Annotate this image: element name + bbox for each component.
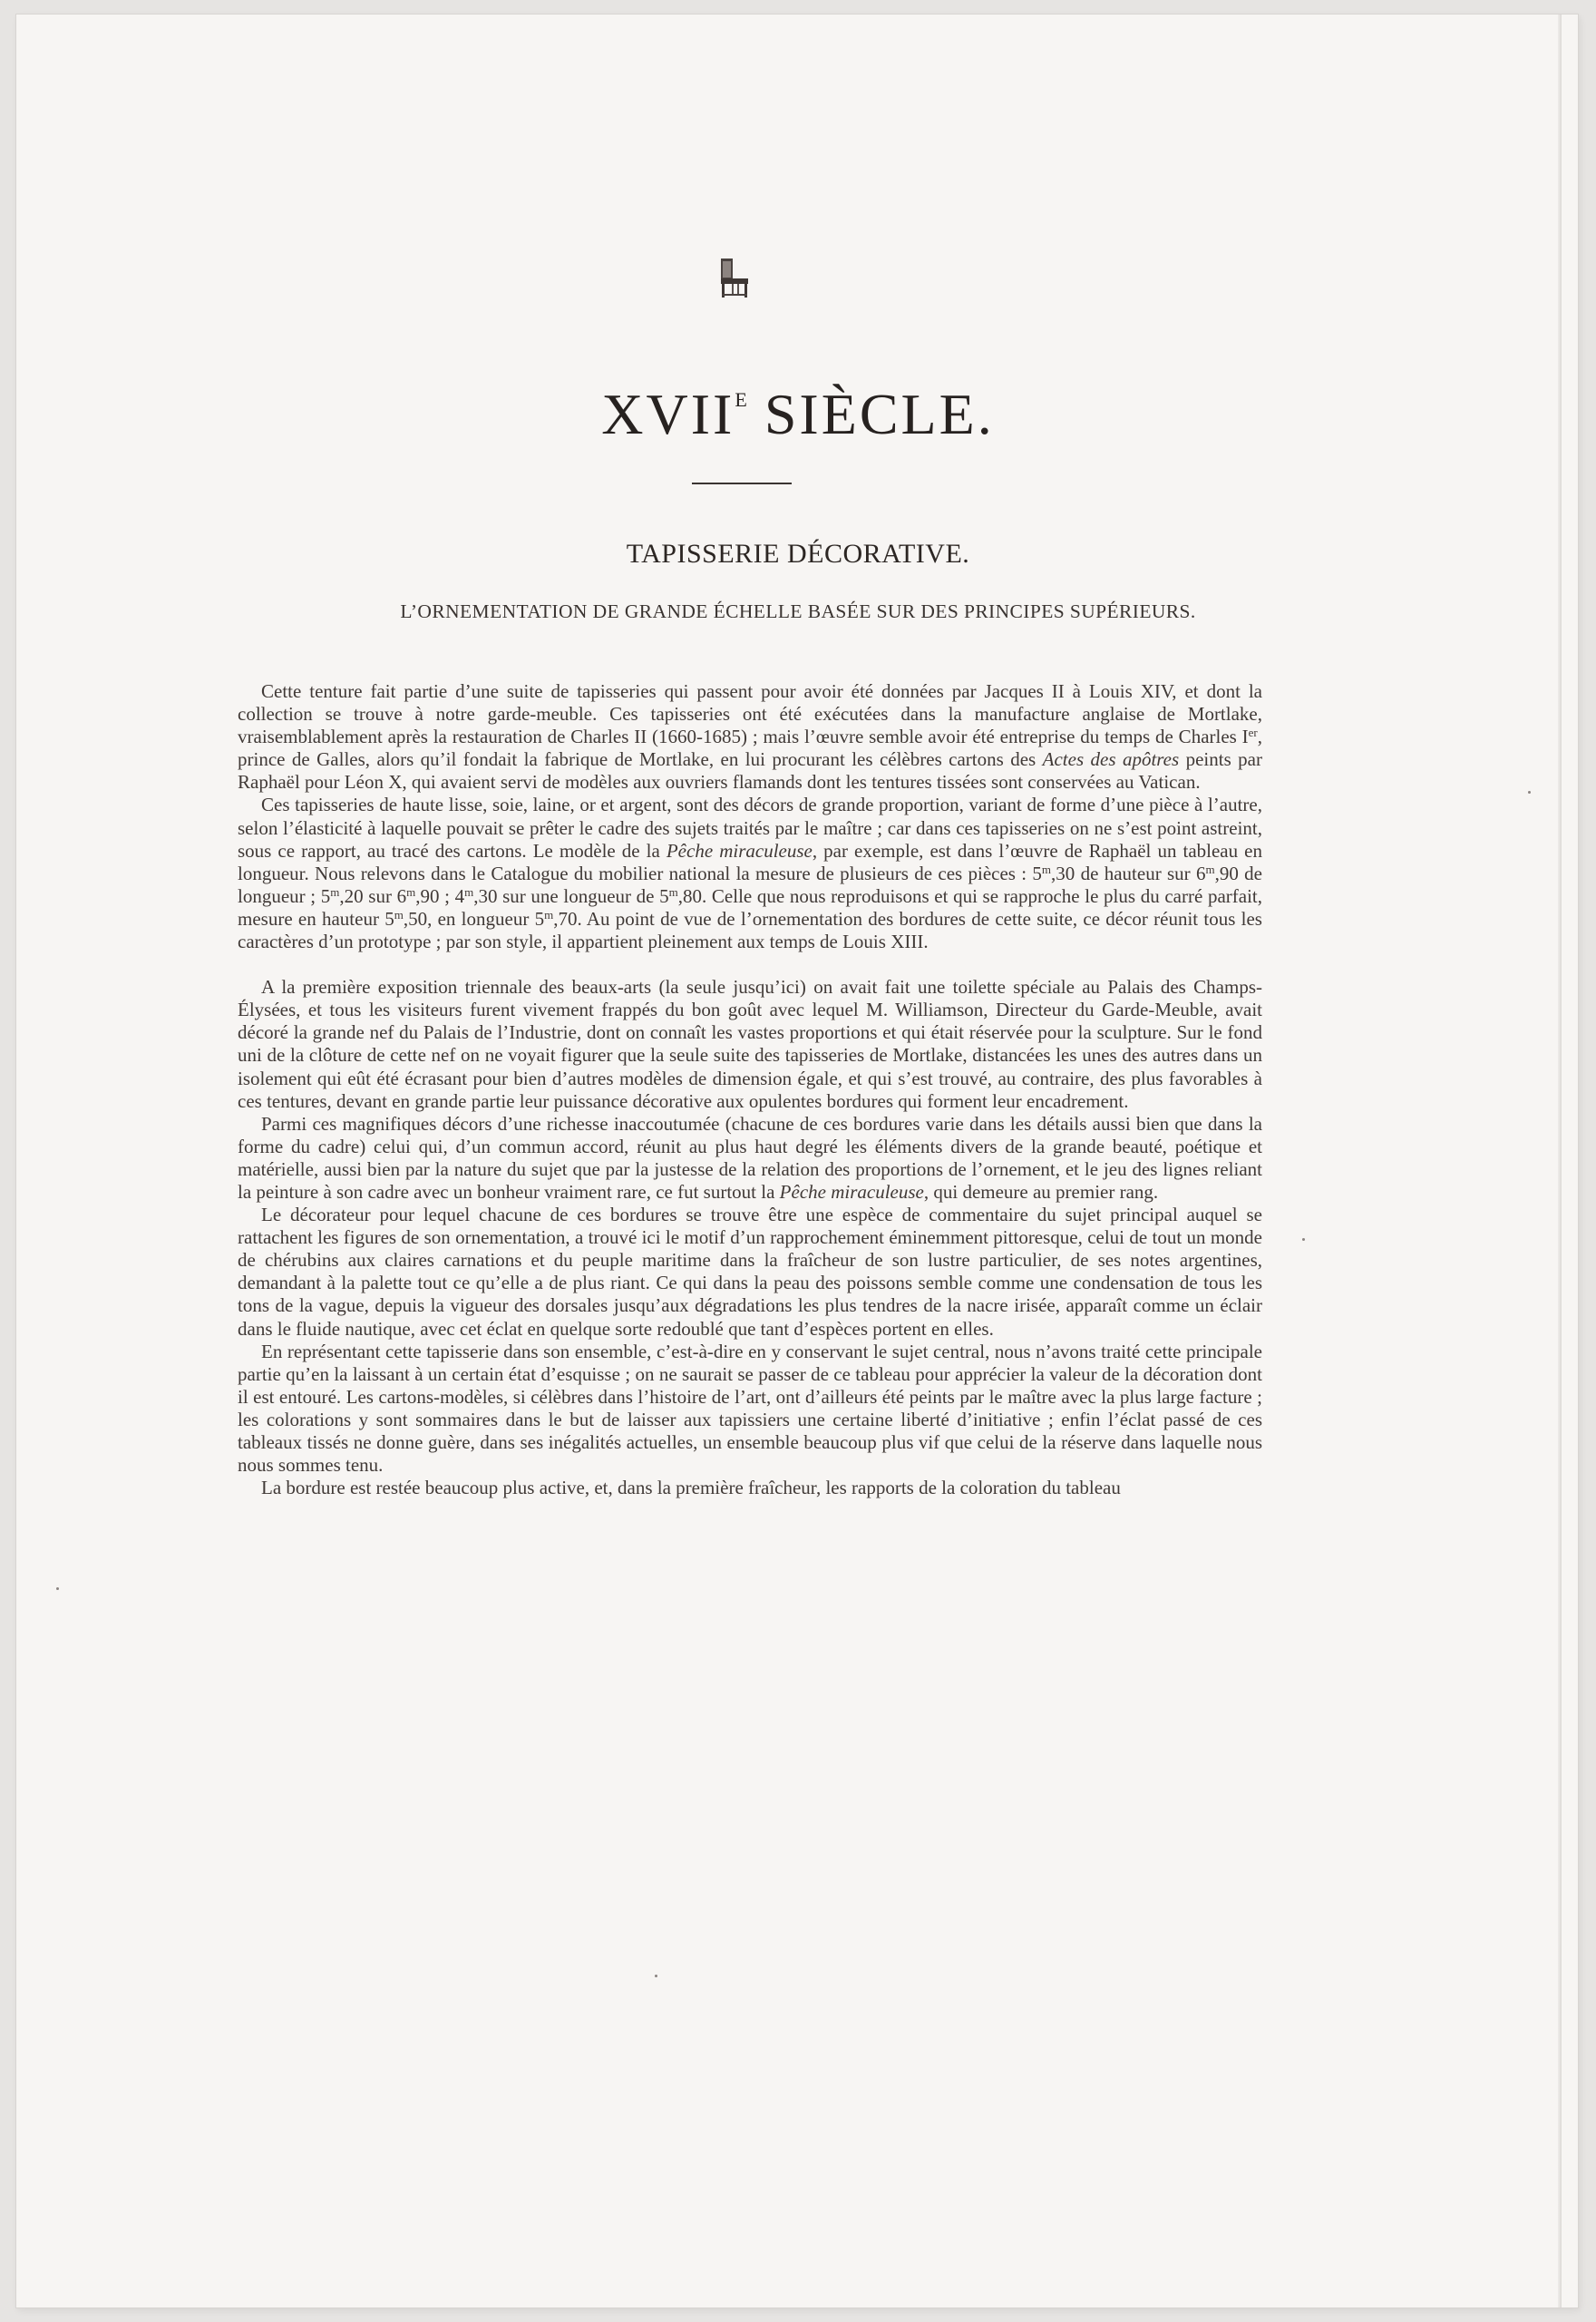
paragraph [238, 976, 1262, 1113]
superscript: m [1205, 862, 1215, 876]
italic-title: Pêche miraculeuse [666, 839, 813, 862]
text-run: ,20 sur 6 [339, 884, 407, 907]
text-run: ,90 de longueur ; 5 [238, 862, 1262, 907]
superscript: m [406, 884, 416, 899]
text-run: Le décorateur pour lequel chacune de ces bordures se trouve être une espèce de commentaire du sujet principal auquel se rattachent les figures de son ornementation, a trouvé ici le motif d’un rapprochement éminemment pittoresque, celui de tout un monde de chérubins aux claires carnations et du peuple maritime dans la fraîcheur de son lustre particulier, de ses notes argentines, demandant à la palette tout ce qu’elle a de plus riant. Ce qui dans la peau des poissons semble comme une condensation de tous les tons de la vague, depuis la vigueur des dorsales jusqu’aux dégradations les plus tendres de la nacre irisée, apparaît comme un éclair dans le fluide nautique, avec cet éclat en quelque sorte redoublé que tant d’espèces portent en elles. [238, 1204, 1262, 1340]
title-sup: E [735, 388, 747, 411]
text-run: ,50, en longueur 5 [403, 907, 545, 930]
text-run: Cette tenture fait partie d’une suite de tapisseries qui passent pour avoir été données par Jacques II à Louis XIV, et dont la collection se trouve à notre garde-meuble. Ces tapisseries ont été exécutées dans la manufacture anglaise de Mortlake, vraisemblablement après la restauration de Charles II (1660-1685) ; mais l’œuvre semble avoir été entreprise du temps de Charles I [238, 680, 1262, 748]
italic-title: Pêche miraculeuse [779, 1180, 924, 1203]
text-run: , par exemple, est dans l’œuvre de Raphaël un tableau en longueur. Nous relevons dans le Catalogue du mobilier national la mesure de plusieurs de ces pièces : 5 [238, 839, 1262, 884]
text-run: La bordure est restée beaucoup plus active, et, dans la première fraîcheur, les rapports de la coloration du tableau [261, 1477, 1121, 1499]
superscript: m [544, 907, 554, 922]
italic-title: Actes des apôtres [1042, 748, 1180, 771]
paragraph [238, 1204, 1262, 1341]
text-run: peints par Raphaël pour Léon X, qui avaient servi de modèles aux ouvriers flamands dont les tentures tissées sont conservées au Vatican. [238, 748, 1262, 794]
paragraph [238, 794, 1262, 953]
paragraph [238, 680, 1262, 794]
chair-icon [716, 255, 753, 300]
superscript: m [668, 884, 678, 899]
section-subheading: L’ORNEMENTATION DE GRANDE ÉCHELLE BASÉE SUR DES PRINCIPES SUPÉRIEURS. [400, 600, 1196, 622]
superscript: m [464, 884, 474, 899]
page-title [0, 381, 1596, 448]
paragraph [238, 1477, 1262, 1499]
title-main: XVII [601, 382, 735, 446]
superscript: er [1248, 726, 1258, 740]
text-run: En représentant cette tapisserie dans son ensemble, c’est-à-dire en y conservant le sujet central, nous n’avons traité cette principale partie qu’en la laissant à un certain état d’esquisse ; on ne saurait se passer de ce tableau pour apprécier la valeur de la décoration dont il est entouré. Les cartons-modèles, si célèbres dans l’histoire de l’art, ont d’ailleurs été peints par le maître avec la plus large facture ; les colorations y sont sommaires dans le but de laisser aux tapissiers une certaine liberté d’initiative ; enfin l’éclat passé de ces tableaux tissés ne donne guère, dans ses inégalités actuelles, un ensemble beaucoup plus vif que celui de la réserve dans laquelle nous nous sommes tenu. [238, 1340, 1262, 1477]
superscript: m [330, 884, 340, 899]
text-run: , qui demeure au premier rang. [923, 1180, 1159, 1203]
text-run: A la première exposition triennale des beaux-arts (la seule jusqu’ici) on avait fait une toilette spéciale au Palais des Champs-Élysées, et tous les visiteurs furent vivement frappés du bon goût avec lequel M. Williamson, Directeur du Garde-Meuble, avait décoré la grande nef du Palais de l’Industrie, dont on connaît les vastes proportions et qui était réservée pour la sculpture. Sur le fond uni de la clôture de cette nef on ne voyait figurer que la seule suite des tapisseries de Mortlake, distancées les unes des autres dans un isolement qui eût été écrasant pour bien d’autres modèles de dimension égale, et qui s’est trouvé, au contraire, des plus favorables à ces tentures, devant en grande partie leur puissance décorative aux opulentes bordures qui forment leur encadrement. [238, 976, 1262, 1112]
sheet-edge [1558, 15, 1562, 2307]
paragraph [238, 1341, 1262, 1478]
text-run: ,30 sur une longueur de 5 [473, 884, 669, 907]
paper-speck [655, 1975, 657, 1977]
paragraph [238, 1113, 1262, 1204]
paper-speck [1302, 1238, 1305, 1241]
text-run: , prince de Galles, alors qu’il fondait la fabrique de Mortlake, en lui procurant les célèbres cartons des [238, 726, 1262, 771]
title-rule [692, 483, 792, 484]
section-subtitle: TAPISSERIE DÉCORATIVE. [626, 539, 970, 569]
text-run: ,30 de hauteur sur 6 [1051, 862, 1206, 884]
text-run: Parmi ces magnifiques décors d’une richesse inaccoutumée (chacune de ces bordures varie dans les détails aussi bien que dans la forme du cadre) celui qui, d’un commun accord, réunit au plus haut degré les éléments divers de la grande beauté, poétique et matérielle, aussi bien par la nature du sujet que par la justesse de la relation des proportions de l’ornement, et le jeu des lignes reliant la peinture à son cadre avec un bonheur vraiment rare, ce fut surtout la [238, 1112, 1262, 1203]
superscript: m [1041, 862, 1052, 876]
body-text [238, 680, 1262, 1499]
paper-speck [56, 1587, 59, 1590]
superscript: m [394, 907, 404, 922]
text-run: Ces tapisseries de haute lisse, soie, laine, or et argent, sont des décors de grande proportion, variant de forme d’une pièce à l’autre, selon l’élasticité à laquelle pouvait se prêter le cadre des sujets traités par le maître ; car dans ces tapisseries on ne s’est point astreint, sous ce rapport, au tracé des cartons. Le modèle de la [238, 794, 1262, 862]
text-run: ,80. Celle que nous reproduisons et qui se rapproche le plus du carré parfait, mesure en hauteur 5 [238, 884, 1262, 930]
title-rest: SIÈCLE. [746, 382, 995, 446]
text-run: ,70. Au point de vue de l’ornementation des bordures de cette suite, ce décor réunit tous les caractères d’un prototype ; par son style, il appartient pleinement aux temps de Louis XIII. [238, 907, 1262, 953]
paper-speck [1528, 791, 1531, 794]
text-run: ,90 ; 4 [415, 884, 465, 907]
